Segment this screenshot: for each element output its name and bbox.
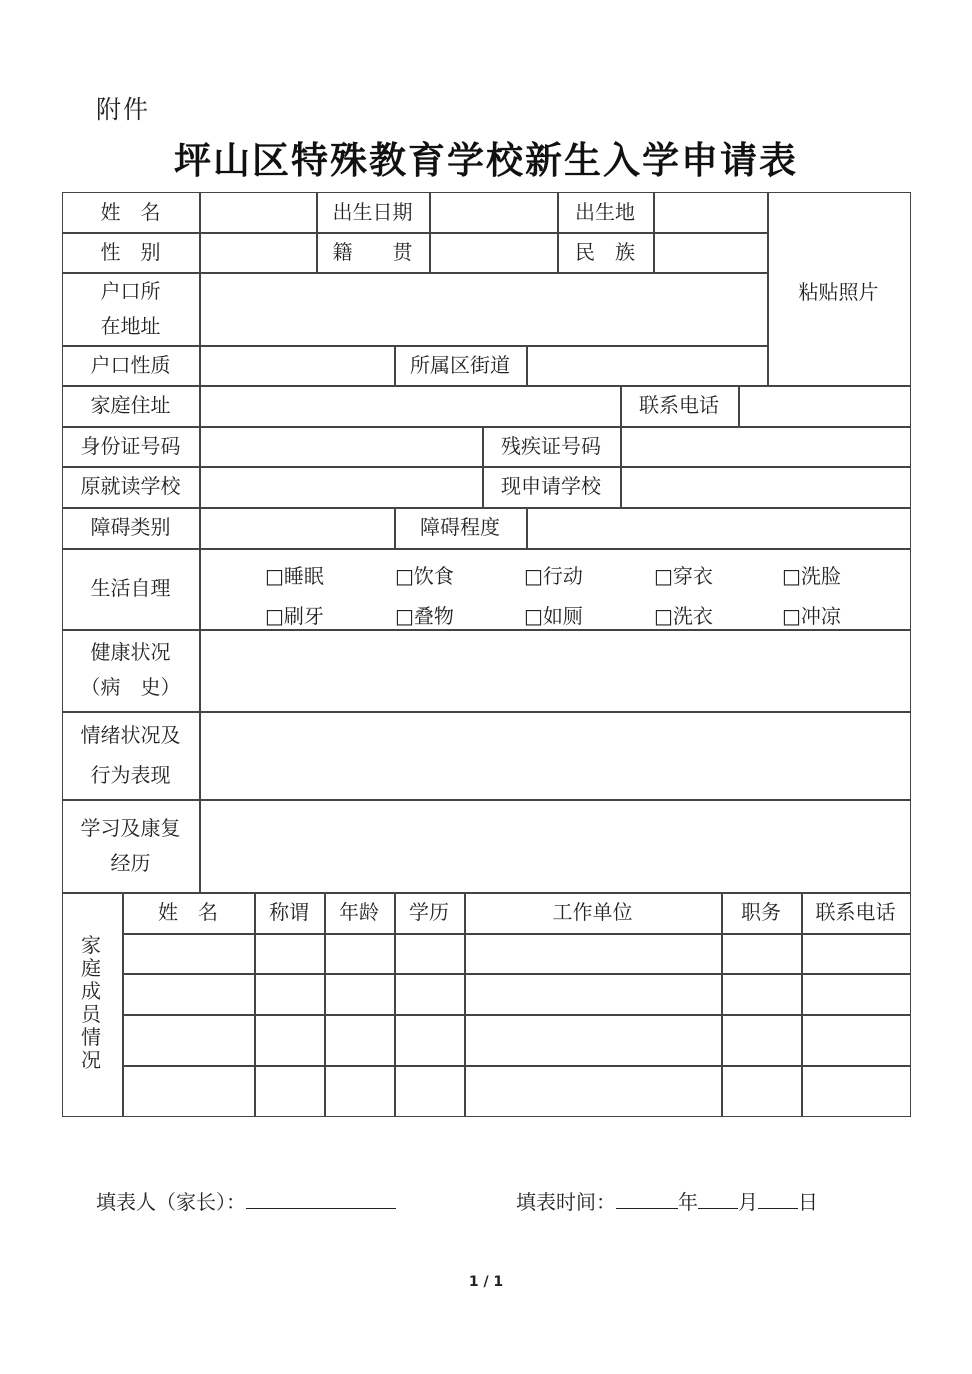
self-care-label: 生活自理 bbox=[90, 576, 171, 600]
native-place-label: 籍 贯 bbox=[332, 239, 413, 264]
self-care-option-laundry[interactable]: □洗衣 bbox=[654, 604, 713, 628]
grid-line bbox=[429, 192, 431, 272]
family-col-relation: 称谓 bbox=[269, 900, 309, 924]
family-col-name: 姓 名 bbox=[158, 900, 218, 924]
health-label: 健康状况（病 史） bbox=[80, 640, 181, 699]
filler-signature-line[interactable] bbox=[246, 1188, 396, 1209]
grid-line bbox=[62, 799, 910, 801]
self-care-option-tooth-brushing[interactable]: □刷牙 bbox=[265, 604, 324, 628]
grid-line bbox=[122, 1065, 910, 1067]
hukou-type-label: 户口性质 bbox=[90, 352, 171, 377]
photo-label: 粘贴照片 bbox=[798, 279, 879, 304]
application-form bbox=[62, 192, 912, 1118]
fill-date bbox=[516, 1186, 818, 1215]
disability-degree-label: 障碍程度 bbox=[420, 515, 500, 539]
family-col-phone: 联系电话 bbox=[815, 900, 896, 924]
grid-line bbox=[526, 507, 528, 548]
disability-cert-label: 残疾证号码 bbox=[501, 433, 601, 458]
grid-line bbox=[62, 711, 910, 713]
applying-school-label: 现申请学校 bbox=[501, 474, 601, 498]
birthplace-label: 出生地 bbox=[575, 199, 635, 224]
id-number-label: 身份证号码 bbox=[80, 433, 181, 458]
phone-label: 联系电话 bbox=[639, 393, 719, 417]
self-care-option-walking[interactable]: □行动 bbox=[524, 564, 583, 588]
birth-date-label: 出生日期 bbox=[332, 199, 413, 224]
date-label: 填表时间： bbox=[516, 1190, 616, 1214]
day-blank[interactable] bbox=[758, 1188, 798, 1209]
grid-line bbox=[122, 933, 910, 935]
ethnicity-label: 民 族 bbox=[575, 239, 635, 264]
attachment-label: 附件 bbox=[96, 95, 151, 124]
grid-line bbox=[199, 192, 201, 892]
self-care-option-showering[interactable]: □冲凉 bbox=[782, 604, 841, 628]
grid-line bbox=[653, 192, 655, 272]
learning-label: 学习及康复经历 bbox=[80, 815, 181, 875]
family-col-age: 年龄 bbox=[339, 900, 379, 924]
filler-label: 填表人（家长）： bbox=[96, 1190, 246, 1214]
name-label: 姓 名 bbox=[100, 199, 161, 224]
grid-line bbox=[62, 629, 910, 631]
family-col-position: 职务 bbox=[741, 900, 781, 924]
home-address-label: 家庭住址 bbox=[90, 393, 171, 417]
page-number: 1 / 1 bbox=[468, 1274, 504, 1290]
emotion-label: 情绪状况及行为表现 bbox=[80, 723, 181, 787]
previous-school-label: 原就读学校 bbox=[80, 474, 181, 498]
page-title: 坪山区特殊教育学校新生入学申请表 bbox=[174, 138, 798, 182]
self-care-option-dressing[interactable]: □穿衣 bbox=[654, 564, 713, 588]
month-label: 月 bbox=[738, 1190, 758, 1214]
month-blank[interactable] bbox=[698, 1188, 738, 1209]
family-section-label: 家 庭 成 员 情 况 bbox=[81, 933, 101, 1072]
family-col-education: 学历 bbox=[409, 900, 449, 924]
family-col-employer: 工作单位 bbox=[552, 900, 633, 924]
self-care-option-face-washing[interactable]: □洗脸 bbox=[782, 564, 841, 588]
grid-line bbox=[526, 345, 528, 385]
gender-label: 性 别 bbox=[100, 239, 161, 264]
self-care-option-sleep[interactable]: □睡眠 bbox=[265, 564, 324, 588]
grid-line bbox=[122, 1014, 910, 1016]
self-care-option-toileting[interactable]: □如厕 bbox=[524, 604, 583, 628]
subdistrict-label: 所属区街道 bbox=[410, 352, 510, 377]
grid-line bbox=[122, 973, 910, 975]
year-blank[interactable] bbox=[616, 1188, 678, 1209]
filler-signature bbox=[96, 1186, 396, 1215]
hukou-address-label: 户口所在地址 bbox=[100, 278, 161, 338]
grid-line bbox=[738, 385, 740, 426]
year-label: 年 bbox=[678, 1190, 698, 1214]
grid-line bbox=[620, 426, 622, 507]
self-care-option-folding[interactable]: □叠物 bbox=[395, 604, 454, 628]
self-care-option-eating[interactable]: □饮食 bbox=[395, 564, 454, 588]
day-label: 日 bbox=[798, 1190, 818, 1214]
disability-type-label: 障碍类别 bbox=[90, 515, 171, 539]
